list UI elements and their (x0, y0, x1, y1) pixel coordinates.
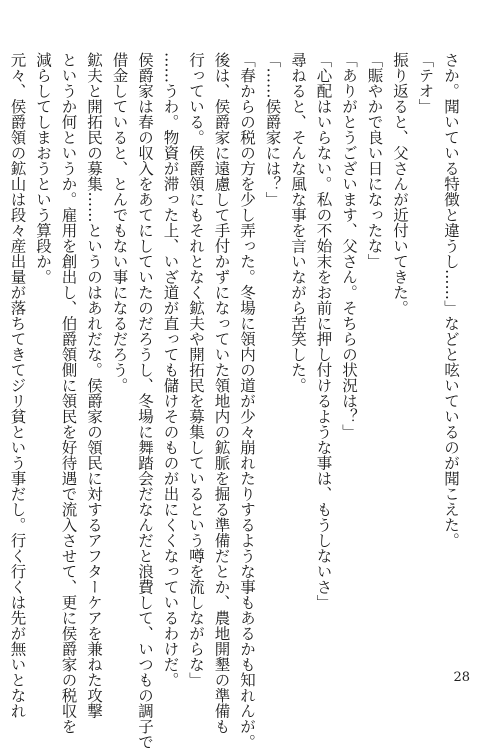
page-number: 28 (453, 670, 470, 685)
text-line: 借金していると、とんでもない事になるだろう。 (110, 52, 129, 393)
text-line: 「春からの税の方を少し弄った。冬場に領内の道が少々崩れたりするような事もあるかも知れんが。 (238, 52, 256, 750)
text-line: 尋ねると、そんな風な事を言いながら苦笑した。 (289, 52, 307, 393)
text-line: 「……侯爵家には？」 (263, 52, 282, 207)
text-line: 「賑やかで良い日になったな」 (365, 52, 384, 269)
text-line: というか何というか。雇用を創出し、伯爵領側に領民を好待遇で流入させて、更に侯爵家の税収を (59, 52, 78, 734)
text-line: 振り返ると、父さんが近付いてきた。 (391, 52, 409, 316)
text-line: 後は、侯爵家に遠慮して手付かずになっていた領地内の鉱脈を掘る準備だとか、農地開墾の準備も (212, 52, 231, 734)
text-line: 減らしてしまおうという算段か。 (34, 52, 52, 285)
text-line: ……うわ。物資が滞った上、いざ道が直っても儲けそのものが出にくくなっているわけだ。 (161, 52, 180, 688)
text-line: 行っている。侯爵領にもそれとなく鉱夫や開拓民を募集しているという噂を流しながらな」 (187, 52, 205, 688)
text-line: 元々、侯爵領の鉱山は段々産出量が落ちてきてジリ貧という事だし。行く行くは先が無いとなれ (8, 52, 27, 719)
text-line: 「テオ」 (416, 52, 435, 114)
text-line: 侯爵家は春の収入をあてにしていたのだろうし、冬場に舞踏会だなんだと浪費して、いつもの調子で (136, 52, 154, 750)
text-line: 「心配はいらない。私の不始末をお前に押し付けるような事は、もうしないさ」 (314, 52, 333, 610)
text-line: 「ありがとうございます、父さん。そちらの状況は？」 (340, 52, 358, 440)
text-line: さか。聞いている特徴と違うし……」などと呟いているのが聞こえた。 (442, 52, 460, 548)
text-line: 鉱夫と開拓民の募集……というのはあれだな。侯爵家の領民に対するアフターケアを兼ねた攻撃 (85, 52, 103, 719)
